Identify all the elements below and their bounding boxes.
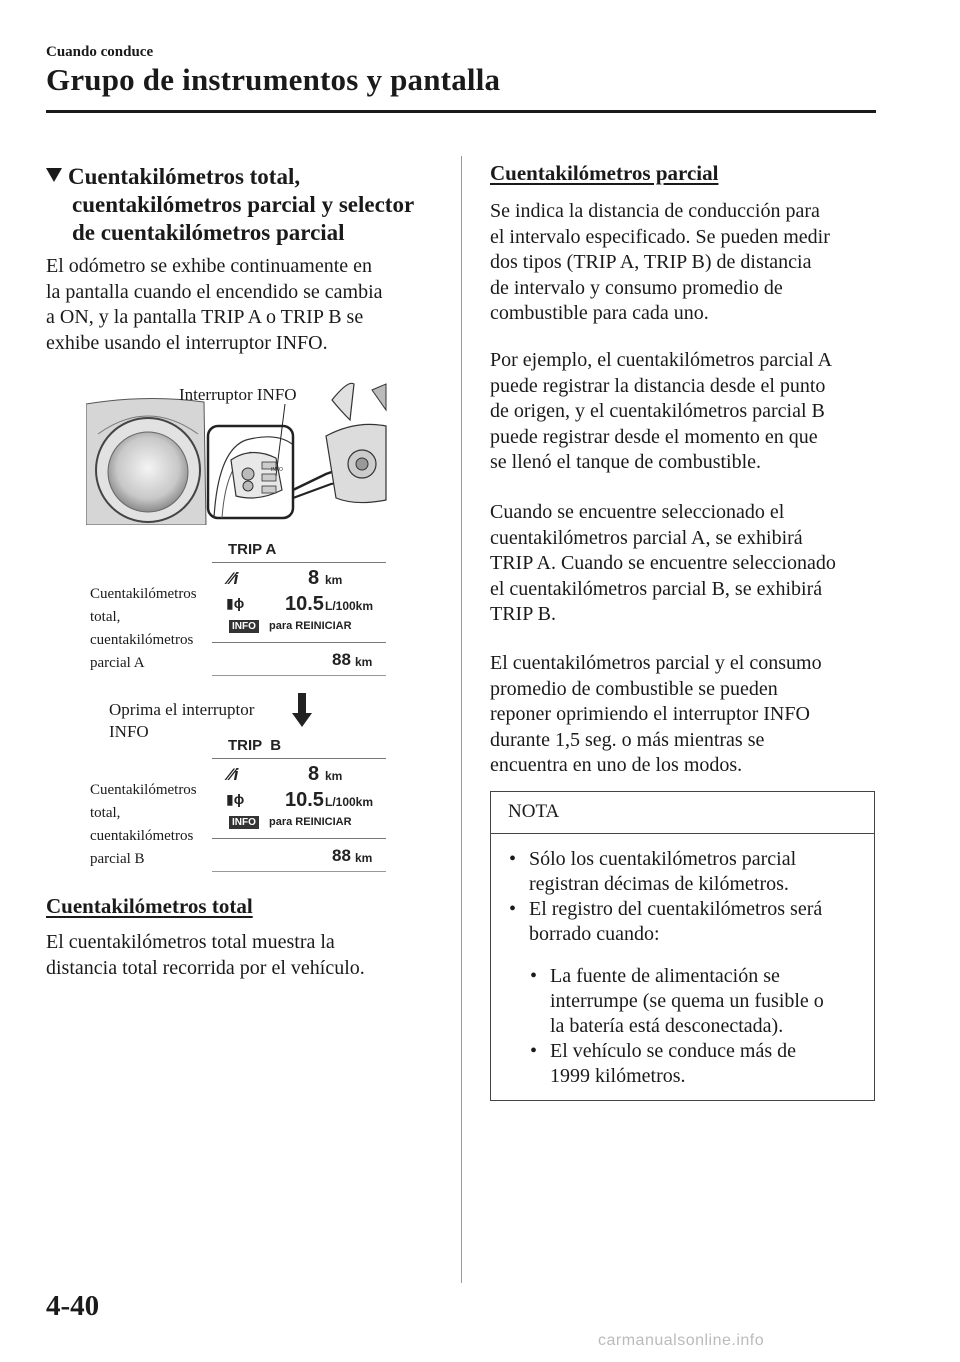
trip-b-caption: Cuentakilómetros total, cuentakilómetros parcial B: [90, 782, 197, 867]
road-distance-icon: ⁄⁄i: [228, 569, 239, 588]
footer-watermark: carmanualsonline.info: [598, 1332, 765, 1349]
note-box: [490, 791, 875, 1101]
trip-b-divider-2: [212, 838, 386, 839]
trip-subheading: Cuentakilómetros parcial: [490, 161, 719, 185]
note-bullet-1: • Sólo los cuentakilómetros parcial registran décimas de kilómetros.: [509, 848, 797, 895]
trip-a-reset-text: para REINICIAR: [269, 620, 352, 632]
odometer-paragraph: El cuentakilómetros total muestra la distancia total recorrida por el vehículo.: [46, 931, 365, 979]
note-subbullet-2: • El vehículo se conduce más de 1999 kilómetros.: [530, 1040, 797, 1087]
section-heading: Cuentakilómetros total, cuentakilómetros parcial y selector de cuentakilómetros parcial: [46, 163, 446, 247]
bullet-dot-icon: •: [509, 848, 517, 870]
page-title: Grupo de instrumentos y pantalla: [46, 62, 501, 97]
fuel-consumption-icon: ▮ɸ: [226, 595, 245, 611]
trip-b-odometer: 88: [332, 846, 351, 865]
trip-b-divider: [212, 758, 386, 759]
section-triangle-icon: [46, 168, 62, 182]
bullet-dot-icon: •: [530, 1040, 538, 1062]
trip-paragraph-4: El cuentakilómetros parcial y el consumo promedio de combustible se pueden reponer oprimiendo el interruptor INFO durante 1,5 seg. o más mientras se encuentra en uno de los modos.: [490, 652, 822, 776]
trip-paragraph-2: Por ejemplo, el cuentakilómetros parcial A puede registrar la distancia desde el punto de origen, y el cuentakilómetros parcial B puede registrar desde el momento en que se llenó el tanque de combustible.: [490, 349, 833, 473]
trip-a-distance: 8: [308, 567, 320, 589]
page-number: 4-40: [46, 1290, 100, 1322]
trip-a-distance-unit: km: [325, 573, 343, 587]
trip-b-odometer-unit: km: [355, 851, 373, 865]
trip-b-display: [212, 734, 388, 874]
trip-b-title: TRIP B: [228, 737, 282, 754]
trip-a-odometer-unit: km: [355, 655, 373, 669]
note-subbullet-1: • La fuente de alimentación se interrumpe (se quema un fusible o la batería está desconectada).: [530, 965, 824, 1037]
fuel-consumption-icon: ▮ɸ: [226, 791, 245, 807]
trip-a-caption: Cuentakilómetros total, cuentakilómetros parcial A: [90, 586, 197, 671]
trip-a-odometer: 88: [332, 650, 351, 669]
trip-a-fuel-unit: L/100km: [325, 599, 374, 613]
arrow-down-icon: [292, 693, 312, 727]
bullet-dot-icon: •: [530, 965, 538, 987]
note-bullet-2: • El registro del cuentakilómetros será borrado cuando:: [509, 898, 823, 945]
info-switch-label: Interruptor INFO: [179, 385, 297, 404]
trip-a-title: TRIP A: [228, 541, 277, 558]
trip-b-distance: 8: [308, 763, 320, 785]
trip-b-fuel: 10.5: [285, 789, 324, 811]
chapter-label: Cuando conduce: [46, 44, 154, 60]
trip-b-info-key: INFO: [229, 816, 259, 829]
trip-a-divider: [212, 562, 386, 563]
info-button-text: INFO: [271, 467, 283, 473]
trip-b-fuel-unit: L/100km: [325, 795, 374, 809]
trip-b-reset-text: para REINICIAR: [269, 816, 352, 828]
column-separator: [461, 156, 462, 1283]
trip-a-display: [212, 538, 388, 678]
trip-b-divider-3: [212, 871, 386, 872]
press-info-caption: Oprima el interruptor INFO: [109, 700, 255, 741]
trip-a-divider-2: [212, 642, 386, 643]
title-rule: [46, 110, 876, 113]
intro-paragraph: El odómetro se exhibe continuamente en la pantalla cuando el encendido se cambia a ON, y la pantalla TRIP A o TRIP B se exhibe usando el interruptor INFO.: [46, 255, 383, 354]
bullet-dot-icon: •: [509, 898, 517, 920]
note-title: NOTA: [491, 792, 874, 834]
trip-paragraph-1: Se indica la distancia de conducción para el intervalo especificado. Se pueden medir dos tipos (TRIP A, TRIP B) de distancia de intervalo y consumo promedio de combustible para cada uno.: [490, 200, 830, 324]
trip-a-info-key: INFO: [229, 620, 259, 633]
trip-b-distance-unit: km: [325, 769, 343, 783]
trip-a-divider-3: [212, 675, 386, 676]
trip-paragraph-3: Cuando se encuentre seleccionado el cuentakilómetros parcial A, se exhibirá TRIP A. Cuando se encuentre seleccionado el cuentakilómetros parcial B, se exhibirá TRIP B.: [490, 501, 836, 625]
trip-a-fuel: 10.5: [285, 593, 324, 615]
road-distance-icon: ⁄⁄i: [228, 765, 239, 784]
odometer-subheading: Cuentakilómetros total: [46, 894, 253, 918]
